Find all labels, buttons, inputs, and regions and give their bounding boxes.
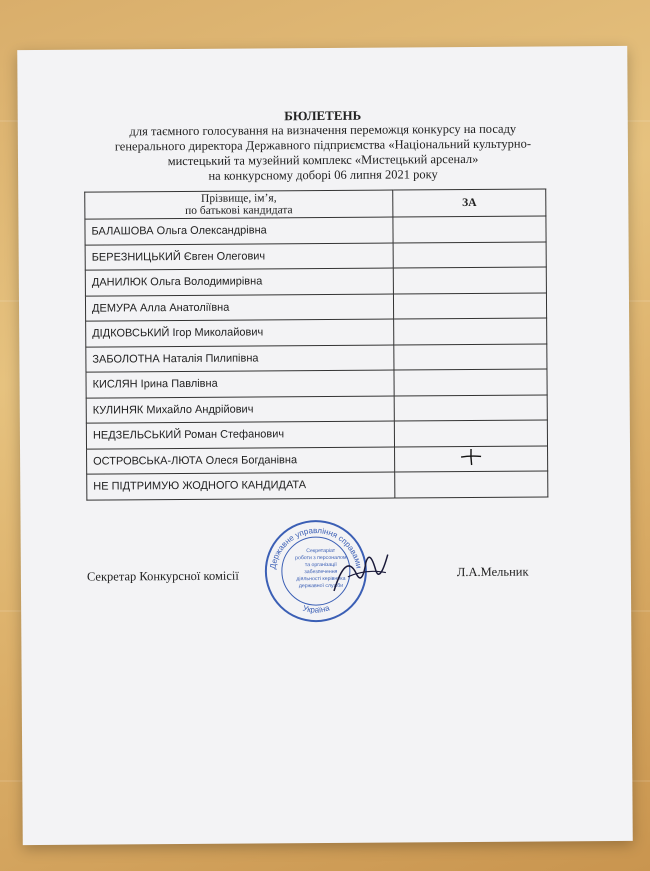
table-header-row: [85, 189, 546, 219]
candidate-name: НЕ ПІДТРИМУЮ ЖОДНОГО КАНДИДАТА: [87, 472, 395, 500]
candidate-name: ДІДКОВСЬКИЙ Ігор Миколайович: [86, 319, 394, 347]
table-row: [85, 292, 546, 321]
header-vote: ЗА: [393, 189, 546, 217]
vote-cell[interactable]: [394, 420, 547, 447]
candidate-name: ЗАБОЛОТНА Наталія Пилипівна: [86, 345, 394, 373]
ballot-title: БЮЛЕТЕНЬ: [284, 107, 362, 124]
candidate-name: БЕРЕЗНИЦЬКИЙ Євген Олегович: [85, 243, 393, 271]
ballot-heading: [18, 106, 629, 185]
ballot-subtitle-line: мистецький та музейний комплекс «Мистецький арсенал»: [167, 151, 479, 169]
handwritten-signature: [326, 543, 396, 603]
svg-text:Державне управління справами: Державне управління справами: [268, 526, 364, 570]
candidate-name: НЕДЗЕЛЬСЬКИЙ Роман Стефанович: [86, 421, 394, 449]
table-row: [86, 420, 547, 449]
vote-cell[interactable]: [394, 343, 547, 370]
vote-cell[interactable]: [395, 445, 548, 472]
ballot-subtitle-line: для таємного голосування на визначення переможця конкурсу на посаду: [129, 121, 517, 139]
vote-cell[interactable]: [393, 216, 546, 243]
vote-cell[interactable]: [393, 292, 546, 319]
svg-text:діяльності керівника: діяльності керівника: [296, 575, 346, 583]
header-name-line: по батькові кандидата: [185, 204, 293, 217]
candidate-name: КУЛИНЯК Михайло Андрійович: [86, 396, 394, 424]
svg-text:Секретаріат: Секретаріат: [306, 547, 336, 555]
table-row: [86, 394, 547, 423]
ballot-sheet: [17, 46, 633, 845]
vote-cell[interactable]: [394, 394, 547, 421]
vote-cell[interactable]: [394, 318, 547, 345]
vote-cell[interactable]: [393, 241, 546, 268]
candidate-name: ОСТРОВСЬКА-ЛЮТА Олеся Богданівна: [87, 447, 395, 475]
svg-text:державної служби: державної служби: [298, 582, 344, 590]
vote-cell[interactable]: [394, 369, 547, 396]
table-row: [85, 267, 546, 296]
handwritten-plus-mark: [458, 447, 484, 467]
svg-text:роботи з персоналом: роботи з персоналом: [295, 554, 347, 562]
ballot-subtitle-line: генерального директора Державного підприємства «Національний культурно-: [114, 136, 532, 154]
svg-text:та організації: та організації: [304, 561, 337, 569]
table-row: [85, 216, 546, 245]
table-row: [86, 369, 547, 398]
candidate-name: ДЕМУРА Алла Анатоліївна: [85, 294, 393, 322]
vote-cell[interactable]: [393, 267, 546, 294]
vote-cell[interactable]: [395, 471, 548, 498]
ballot-subtitle-line: на конкурсному доборі 06 липня 2021 року: [208, 167, 438, 183]
svg-text:забезпечення: забезпечення: [304, 568, 338, 576]
candidate-name: БАЛАШОВА Ольга Олександрівна: [85, 217, 393, 245]
header-candidate-name: [85, 190, 393, 219]
secretary-label: Секретар Конкурсної комісії: [86, 568, 239, 584]
svg-text:Україна: Україна: [301, 603, 331, 615]
secretary-name: Л.А.Мельник: [456, 564, 529, 580]
table-row: [85, 241, 546, 270]
table-row: [86, 318, 547, 347]
table-row: [87, 471, 548, 500]
candidate-name: КИСЛЯН Ірина Павлівна: [86, 370, 394, 398]
table-row: [86, 343, 547, 372]
candidate-name: ДАНИЛЮК Ольга Володимирівна: [85, 268, 393, 296]
candidates-table: [84, 188, 548, 500]
header-name-line: Прізвище, ім’я,: [200, 192, 277, 205]
table-row: [87, 445, 548, 474]
